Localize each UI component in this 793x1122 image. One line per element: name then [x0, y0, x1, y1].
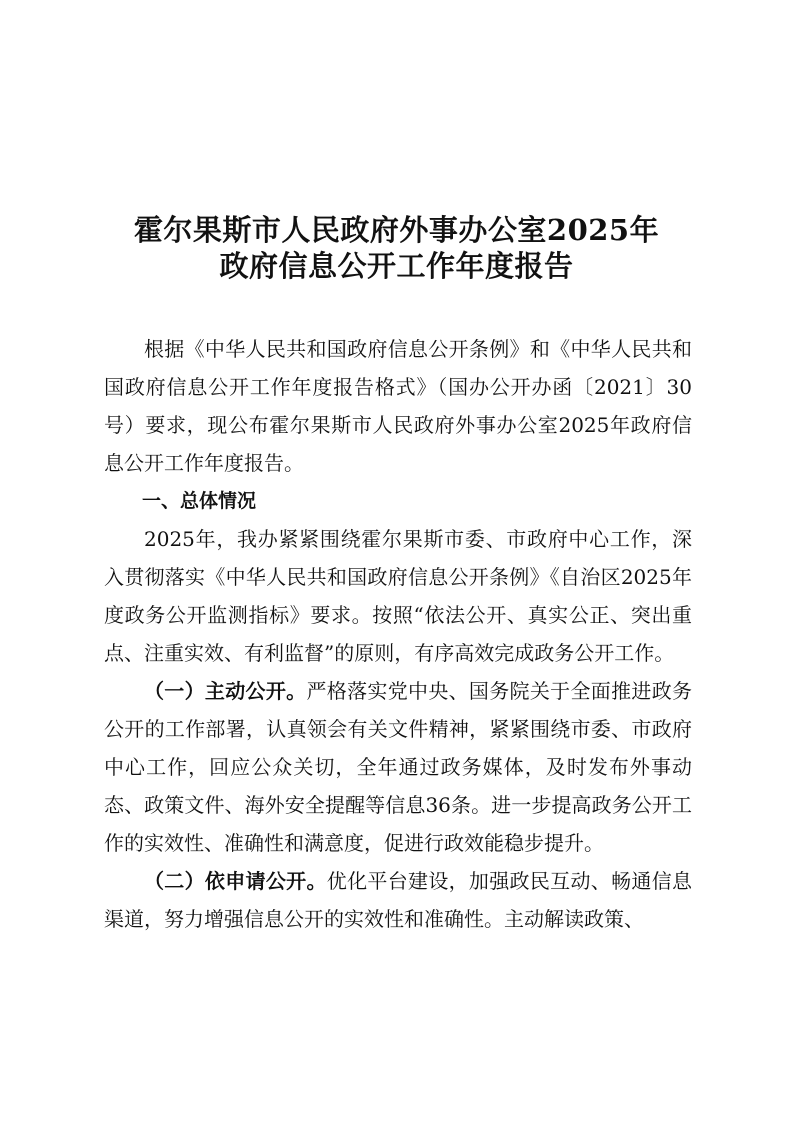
section-heading-overview: 一、总体情况 — [142, 490, 257, 512]
application-disclosure-lead: （二）依申请公开。 — [144, 869, 327, 893]
active-disclosure-lead: （一）主动公开。 — [144, 679, 307, 703]
report-title — [0, 212, 793, 284]
title-line-2: 政府信息公开工作年度报告 — [219, 249, 574, 283]
active-disclosure-paragraph — [104, 672, 692, 862]
active-disclosure-text: 严格落实党中央、国务院关于全面推进政务公开的工作部署，认真领会有关文件精神，紧紧围绕市委、市政府中心工作，回应公众关切，全年通过政务媒体，及时发布外事动态、政策文件、海外安全提醒等信息36条。进一步提高政务公开工作的实效性、准确性和满意度，促进行政效能稳步提升。 — [104, 679, 693, 855]
intro-paragraph: 根据《中华人民共和国政府信息公开条例》和《中华人民共和国政府信息公开工作年度报告格式》（国办公开办函〔2021〕30号）要求，现公布霍尔果斯市人民政府外事办公室2025年政府信息公开工作年度报告。 — [104, 337, 692, 475]
application-disclosure-paragraph — [104, 862, 692, 938]
report-body — [104, 330, 692, 938]
overview-paragraph: 2025年，我办紧紧围绕霍尔果斯市委、市政府中心工作，深入贯彻落实《中华人民共和国政府信息公开条例》《自治区2025年度政务公开监测指标》要求。按照“依法公开、真实公正、突出重点、注重实效、有利监督”的原则，有序高效完成政务公开工作。 — [104, 527, 692, 665]
application-disclosure-text: 优化平台建设，加强政民互动、畅通信息渠道，努力增强信息公开的实效性和准确性。主动解读政策、 — [104, 869, 693, 931]
title-line-1: 霍尔果斯市人民政府外事办公室2025年 — [133, 213, 660, 247]
